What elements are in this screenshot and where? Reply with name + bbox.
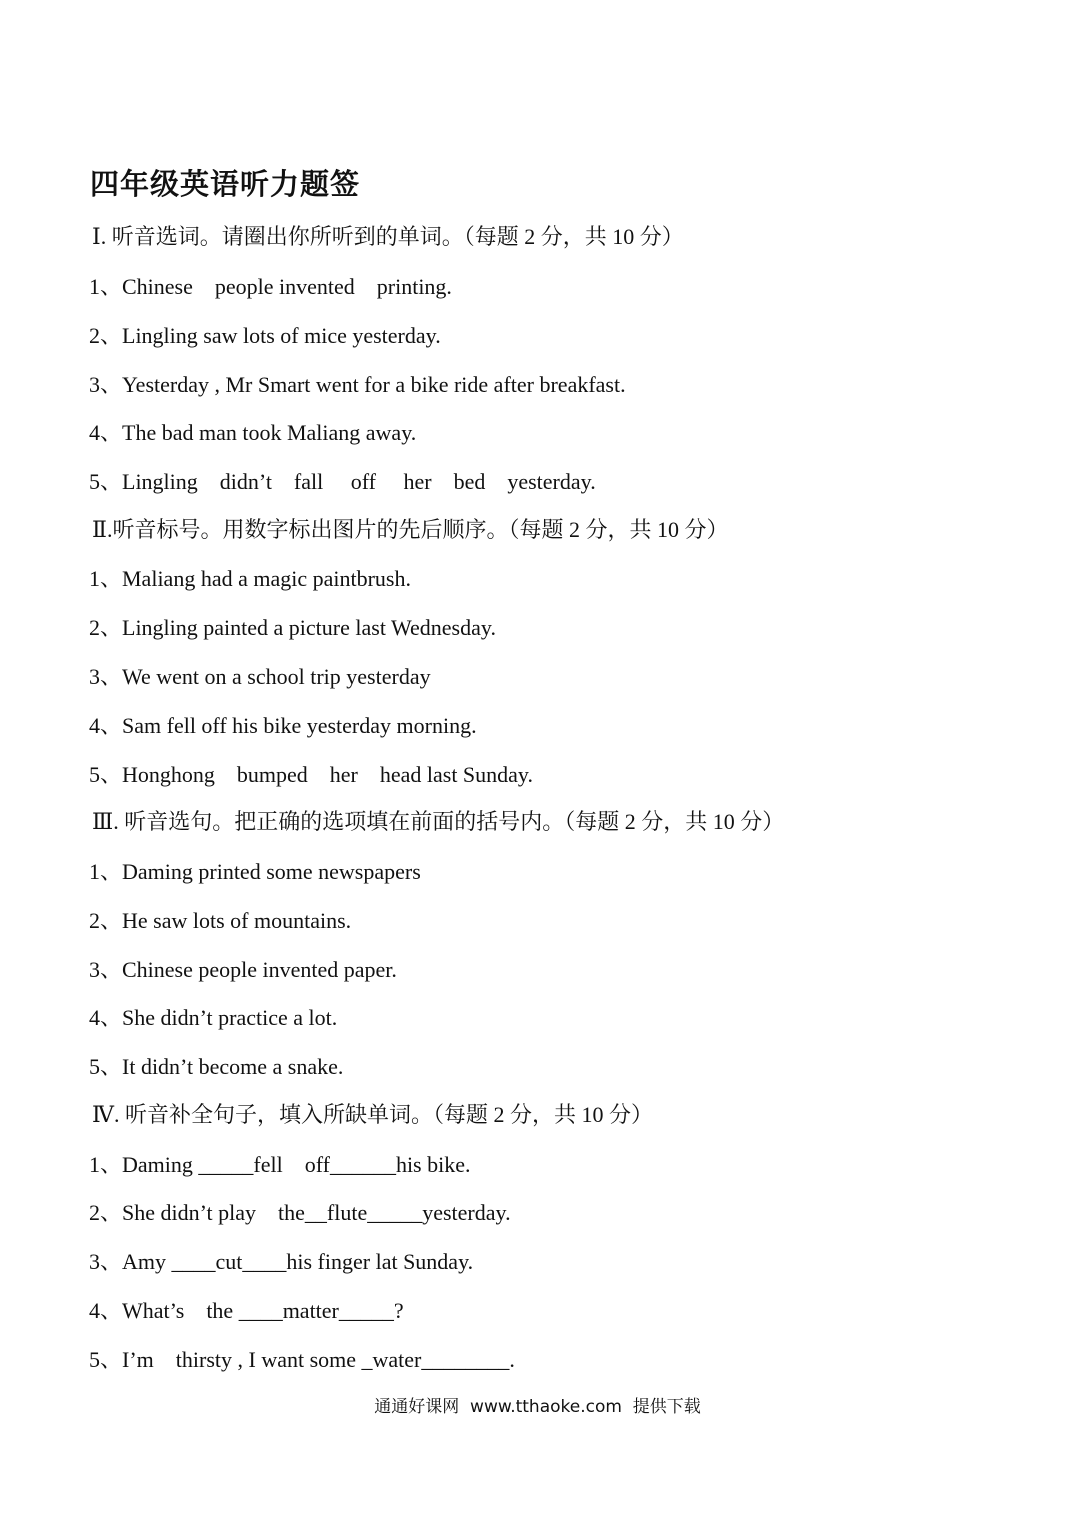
section-4-item-4: 4、What’s the ____matter_____?: [89, 1298, 404, 1323]
section-3-item-3: 3、Chinese people invented paper.: [89, 957, 397, 982]
page-title: 四年级英语听力题签: [90, 169, 361, 201]
section-1-item-4: 4、The bad man took Maliang away.: [89, 420, 417, 445]
section-4-item-5: 5、I’m thirsty , I want some _water________.: [89, 1347, 515, 1372]
section-1-item-2: 2、Lingling saw lots of mice yesterday.: [89, 323, 441, 348]
section-2-item-1: 1、Maliang had a magic paintbrush.: [89, 566, 411, 591]
section-4-item-3: 3、Amy ____cut____his finger lat Sunday.: [89, 1249, 474, 1274]
section-4-item-2: 2、She didn’t play the__flute_____yesterday.: [89, 1200, 511, 1225]
page-footer: 通通好课网 www.tthaoke.com 提供下载: [374, 1397, 701, 1417]
section-1-item-1: 1、Chinese people invented printing.: [89, 274, 452, 299]
section-1-item-3: 3、Yesterday , Mr Smart went for a bike ride after breakfast.: [89, 372, 626, 397]
section-1-item-5: 5、Lingling didn’t fall off her bed yesterday.: [89, 469, 596, 494]
section-1-heading: Ⅰ. 听音选词。请圈出你所听到的单词。（每题 2 分，共 10 分）: [92, 224, 684, 249]
section-3-item-2: 2、He saw lots of mountains.: [89, 908, 352, 933]
section-2-item-5: 5、Honghong bumped her head last Sunday.: [89, 762, 534, 787]
section-4-heading: Ⅳ. 听音补全句子，填入所缺单词。（每题 2 分，共 10 分）: [92, 1102, 653, 1127]
section-4-item-1: 1、Daming _____fell off______his bike.: [89, 1152, 471, 1177]
section-3-item-5: 5、It didn’t become a snake.: [89, 1054, 344, 1079]
section-3-heading: Ⅲ. 听音选句。把正确的选项填在前面的括号内。（每题 2 分，共 10 分）: [92, 809, 785, 834]
section-2-item-3: 3、We went on a school trip yesterday: [89, 664, 431, 689]
section-2-item-4: 4、Sam fell off his bike yesterday morning.: [89, 713, 477, 738]
section-2-item-2: 2、Lingling painted a picture last Wednesday.: [89, 615, 496, 640]
section-3-item-1: 1、Daming printed some newspapers: [89, 859, 421, 884]
section-3-item-4: 4、She didn’t practice a lot.: [89, 1005, 338, 1030]
section-2-heading: Ⅱ.听音标号。用数字标出图片的先后顺序。（每题 2 分，共 10 分）: [92, 517, 729, 542]
